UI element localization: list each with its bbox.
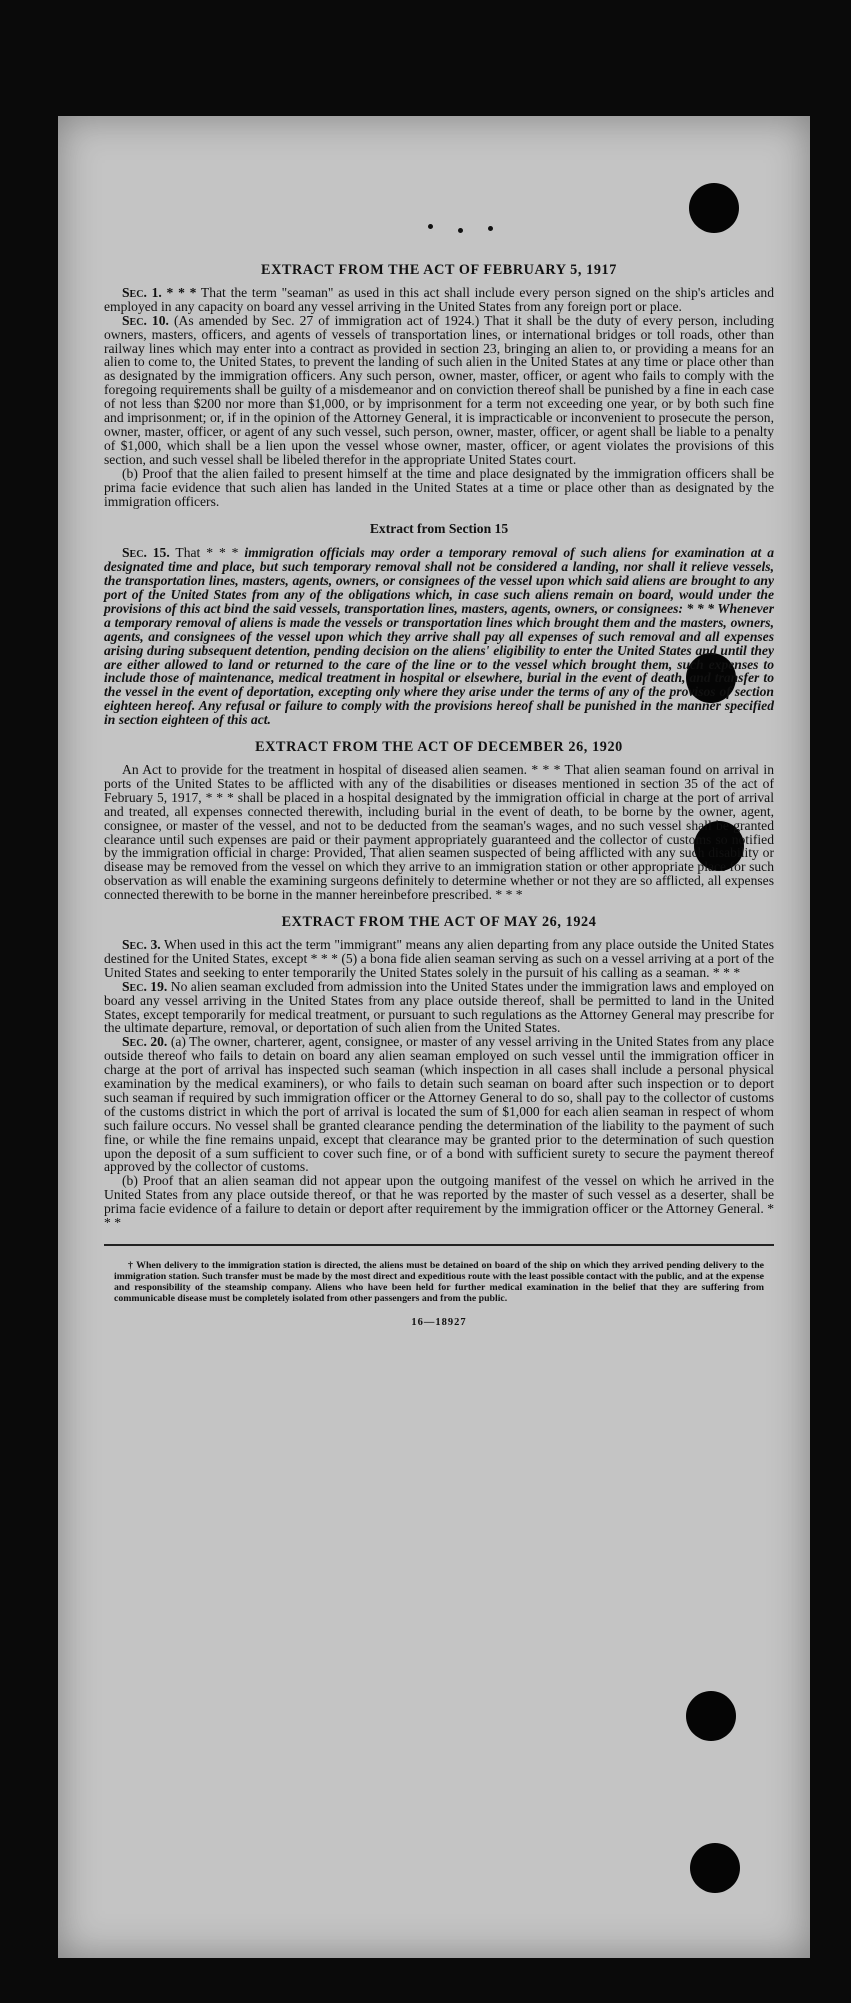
sec-10-label: Sec. 10.: [122, 312, 169, 328]
sec-10-paragraph: [104, 314, 774, 467]
footnote: † When delivery to the immigration station is directed, the aliens must be detained on board of the ship on which they arrived pending delivery to the immigration station. Such transfer must be made by the most direct and expeditious route with the least possible contact with the public, and at the expense and responsibility of the steamship company. Aliens who have been held for further medical examination in the belief that they are suffering from communicable disease must be completely isolated from other passengers and from the public.: [114, 1260, 764, 1304]
sec-1-paragraph: [104, 286, 774, 314]
sec-20-paragraph: [104, 1035, 774, 1174]
footnote-divider: [104, 1244, 774, 1246]
sec-15-lead: That * * *: [175, 545, 239, 561]
speck: [458, 228, 463, 233]
speck: [428, 224, 433, 229]
sec-3-label: Sec. 3.: [122, 936, 161, 952]
sec-10b-paragraph: (b) Proof that the alien failed to present himself at the time and place designated by the immigration officers shall be prima facie evidence that such alien has landed in the United States at a time or place other than as designated by the immigration officers.: [104, 465, 774, 509]
sec-10-text: (As amended by Sec. 27 of immigration act of 1924.) That it shall be the duty of every person, including owners, masters, officers, and agents of vessels of transportation lines, or international bridges or toll roads, other than railway lines which may enter into a contract as provided in section 23, bringing an alien to, or providing a means for an alien to come to, the United States, to prevent the landing of such alien in the United States at any time or place other than as designated by the immigration officers. Any such person, owner, master, officer, or agent who fails to comply with the foregoing requirements shall be guilty of a misdemeanor and on conviction thereof shall be punished by a fine in each case of not less than $200 nor more than $1,000, or by imprisonment for a term not exceeding one year, or by both such fine and imprisonment; or, if in the opinion of the Attorney General, it is impracticable or inconvenient to prosecute the person, owner, master, officer, or agent of any such vessel, such person, owner, master, officer, or agent shall be liable to a penalty of $1,000, which shall be a lien upon the vessel whose owner, master, officer, or agent violates the provisions of this section, and such vessel shall be libeled therefor in the appropriate United States court.: [104, 312, 774, 467]
speck: [488, 226, 493, 231]
sec-3-text: When used in this act the term "immigrant" means any alien departing from any place outside the United States destined for the United States, except * * * (5) a bona fide alien seaman serving as such on a vessel arriving at a port of the United States and seeking to enter temporarily the United States solely in the pursuit of his calling as a seaman. * * *: [104, 936, 775, 980]
heading-section-15: Extract from Section 15: [369, 521, 509, 537]
sec-19-label: Sec. 19.: [122, 978, 168, 994]
heading-1924: EXTRACT FROM THE ACT OF MAY 26, 1924: [281, 914, 597, 931]
act-1920-paragraph: An Act to provide for the treatment in hospital of diseased alien seamen. * * * That alien seaman found on arrival in ports of the United States to be afflicted with any of the disabilities or diseases mentioned in section 35 of the act of February 5, 1917, * * * shall be placed in a hospital designated by the immigration official in charge at the port of arrival and treated, all expenses connected therewith, including burial in the event of death, to be borne by the owner, agent, consignee, or master of the vessel, and not to be deducted from the seaman's wages, and no such vessel shall be granted clearance until such expenses are paid or their payment appropriately guaranteed and the collector of customs so notified by the immigration official in charge: Provided, That alien seamen suspected of being afflicted with any such disability or disease may be removed from the vessel on which they arrive to an immigration station or other appropriate place for such observation as will enable the examining surgeons definitely to determine whether or not they are so afflicted, all expenses connected therewith to be borne in the manner hereinbefore prescribed. * * *: [104, 762, 774, 903]
punch-hole: [690, 1843, 740, 1893]
sec-3-paragraph: [104, 938, 774, 980]
sec-1-text: That the term "seaman" as used in this act shall include every person signed on the ship's articles and employed in any capacity on board any vessel arriving in the United States from any foreign port or place.: [104, 284, 774, 314]
extract-1917: [104, 264, 774, 508]
extract-section-15: [104, 522, 774, 727]
form-number: 16—18927: [411, 1317, 467, 1328]
sec-19-paragraph: [104, 980, 774, 1036]
sec-15-text: immigration officials may order a temporary removal of such aliens for examination at a designated time and place, but such temporary removal shall not be considered a landing, nor shall it relieve vessels, the transportation lines, masters, agents, owners, or consignees of the vessel upon which said aliens are brought to any port of the United States from any of the obligations which, in case such aliens remain on board, would under the provisions of this act bind the said vessels, transportation lines, masters, agents, owners, or consignees: * * * Whenever a temporary removal of aliens is made the vessels or transportation lines which brought them and the masters, owners, agents, and consignees of the vessel upon which they arrive shall pay all expenses of such removal and all expenses arising during subsequent detention, pending decision on the aliens' eligibility to enter the United States and until they are either allowed to land or returned to the care of the line or to the vessel which brought them, such expenses to include those of maintenance, medical treatment in hospital or elsewhere, burial in the event of death, and transfer to the vessel in the event of deportation, excepting only where they arise under the terms of any of the provisos of section eighteen hereof. Any refusal or failure to comply with the provisions hereof shall be punished in the manner specified in section eighteen of this act.: [104, 545, 775, 728]
extract-1924: [104, 916, 774, 1230]
heading-1917: EXTRACT FROM THE ACT OF FEBRUARY 5, 1917: [261, 262, 617, 278]
extract-1920: [104, 741, 774, 902]
sec-15-paragraph: [104, 546, 774, 727]
document-body: [104, 264, 774, 1330]
heading-1920: EXTRACT FROM THE ACT OF DECEMBER 26, 1920: [255, 739, 623, 756]
sec-1-label: Sec. 1. * * *: [122, 284, 197, 300]
sec-20-text: (a) The owner, charterer, agent, consignee, or master of any vessel arriving in the United States from any place outside thereof who fails to detain on board any alien seaman employed on such vessel until the immigration officer in charge at the port of arrival has inspected such seaman (which inspection in all cases shall include a personal physical examination by the medical examiners), or who fails to detain such seaman on board after such inspection or to deport such seaman if required by such immigration officer or the Attorney General to do so, shall pay to the collector of customs of the customs district in which the port of arrival is located the sum of $1,000 for each alien seaman in respect of whom such failure occurs. No vessel shall be granted clearance pending the determination of the liability to the payment of such fine, or while the fine remains unpaid, except that clearance may be granted prior to the determination of such question upon the deposit of a sum sufficient to cover such fine, or of a bond with sufficient surety to secure the payment thereof approved by the collector of customs.: [104, 1034, 775, 1175]
punch-hole: [686, 1691, 736, 1741]
sec-15-label: Sec. 15.: [122, 545, 170, 561]
punch-hole: [689, 183, 739, 233]
sec-19-text: No alien seaman excluded from admission into the United States under the immigration laws and employed on board any vessel arriving in the United States from any place outside thereof, shall be permitted to land in the United States, except temporarily for medical treatment, or pursuant to such regulations as the Attorney General may prescribe for the ultimate departure, removal, or deportation of such alien from the United States.: [104, 978, 774, 1036]
sec-20b-paragraph: (b) Proof that an alien seaman did not appear upon the outgoing manifest of the vessel on which he arrived in the United States from any place outside thereof, or that he was reported by the master of such vessel as a deserter, shall be prima facie evidence of a failure to detain or deport after requirement by the immigration officer or the Attorney General. * * *: [104, 1173, 774, 1231]
document-sheet: [58, 116, 810, 1958]
sec-20-label: Sec. 20.: [122, 1034, 168, 1050]
